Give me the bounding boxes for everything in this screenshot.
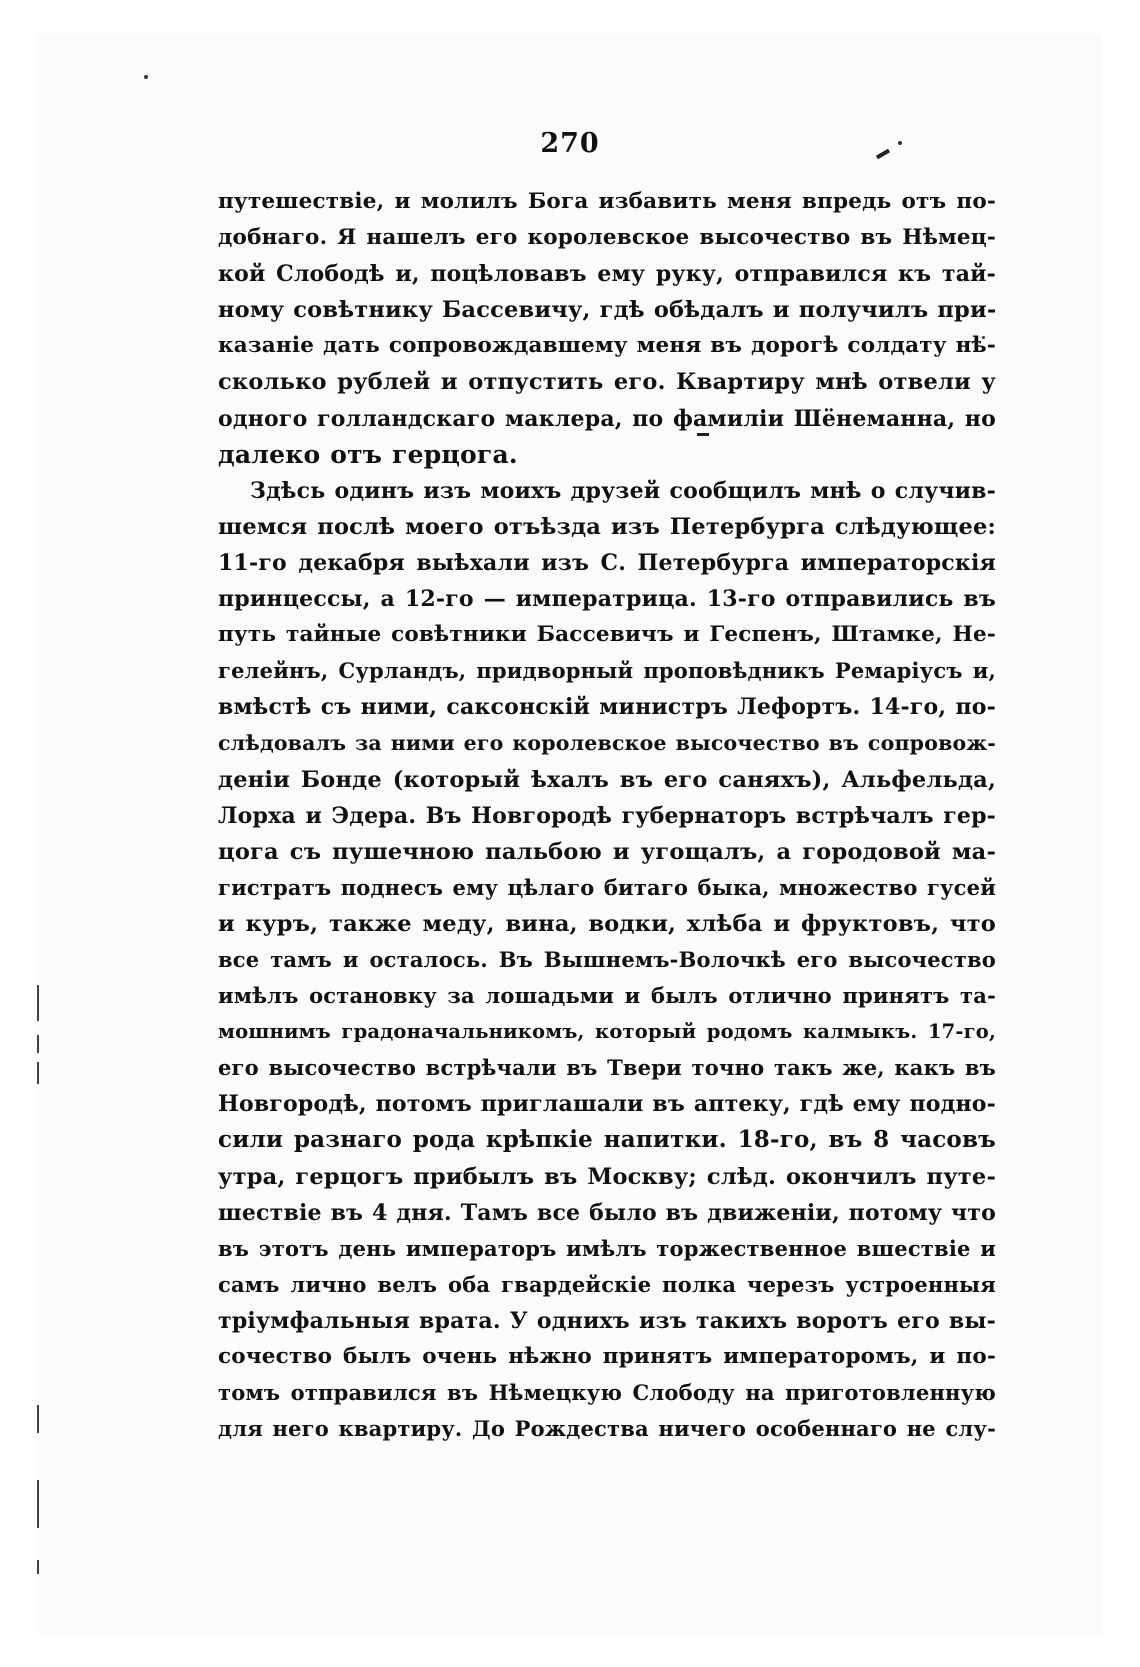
text-line: добнаго. Я нашелъ его королевское высочество въ Нѣмец- [218, 225, 996, 251]
text-line: и куръ, также меду, вина, водки, хлѣба и фруктовъ, что [218, 910, 996, 937]
text-line: Лорха и Эдера. Въ Новгородѣ губернаторъ встрѣчалъ гер- [218, 802, 996, 829]
text-line: путешествіе, и молилъ Бога избавить меня впредь отъ по- [218, 189, 996, 214]
text-line: кой Слободѣ и, поцѣловавъ ему руку, отправился къ тай- [218, 261, 996, 288]
text-line: цога съ пушечною пальбою и угощалъ, а городовой ма- [218, 838, 996, 865]
text-line: слѣдовалъ за ними его королевское высочество въ сопровож- [218, 731, 996, 756]
text-line: имѣлъ остановку за лошадьми и былъ отлично принятъ та- [218, 983, 996, 1009]
text-line: въ этотъ день императоръ имѣлъ торжественное вшествіе и [218, 1235, 996, 1261]
text-line: мошнимъ градоначальникомъ, который родомъ калмыкъ. 17-го, [218, 1020, 996, 1044]
margin-mark [37, 1560, 39, 1574]
text-line: гелейнъ, Сурландъ, придворный проповѣдникъ Ремаріусъ и, [218, 658, 996, 684]
margin-mark [37, 1405, 39, 1433]
text-line: сили разнаго рода крѣпкіе напитки. 18-го, въ 8 часовъ [218, 1126, 996, 1154]
body-text [218, 184, 996, 1447]
paragraph [218, 184, 996, 473]
text-line: деніи Бонде (который ѣхалъ въ его саняхъ), Альфельда, [218, 766, 996, 793]
text-line: принцессы, а 12-го — императрица. 13-го отправились въ [218, 586, 996, 613]
text-line: утра, герцогъ прибылъ въ Москву; слѣд. окончилъ путе- [218, 1163, 996, 1190]
text-line: Новгородѣ, потомъ приглашали въ аптеку, гдѣ ему подно- [218, 1091, 996, 1118]
text-line: ному совѣтнику Бассевичу, гдѣ обѣдалъ и получилъ при- [218, 297, 997, 324]
margin-mark [37, 985, 39, 1021]
text-line: его высочество встрѣчали въ Твери точно такъ же, какъ въ [218, 1055, 996, 1081]
text-line: для него квартиру. До Рождества ничего особеннаго не слу- [218, 1416, 996, 1442]
scan-speck [144, 75, 148, 79]
text-line: сколько рублей и отпустить его. Квартиру мнѣ отвели у [218, 369, 996, 396]
text-line: одного голландскаго маклера, по фамиліи Шёнеманна, но [218, 405, 996, 432]
paragraph [218, 473, 996, 1448]
text-line: Здѣсь одинъ изъ моихъ друзей сообщилъ мнѣ о случив- [250, 477, 996, 504]
margin-mark [37, 1062, 39, 1084]
page-number: 270 [540, 128, 600, 159]
margin-mark [37, 1035, 39, 1053]
text-line: гистратъ поднесъ ему цѣлаго битаго быка, множество гусей [218, 874, 996, 900]
text-line: тріумфальныя врата. У однихъ изъ такихъ воротъ его вы- [218, 1307, 996, 1334]
text-line: томъ отправился въ Нѣмецкую Слободу на приготовленную [218, 1380, 996, 1406]
text-line: вмѣстѣ съ ними, саксонскій министръ Лефортъ. 14-го, по- [218, 694, 996, 721]
text-line: шемся послѣ моего отъѣзда изъ Петербурга слѣдующее: [218, 513, 996, 540]
text-line: самъ лично велъ оба гвардейскіе полка черезъ устроенныя [218, 1271, 996, 1297]
margin-mark [37, 1480, 39, 1528]
text-line: казаніе дать сопровождавшему меня въ дорогѣ солдату нѣ- [218, 333, 996, 359]
text-line: все тамъ и осталось. Въ Вышнемъ-Волочкѣ его высочество [218, 946, 996, 972]
text-line: шествіе въ 4 дня. Тамъ все было въ движеніи, потому что [218, 1199, 997, 1226]
text-line: сочество былъ очень нѣжно принятъ императоромъ, и по- [218, 1344, 996, 1369]
text-line: 11-го декабря выѣхали изъ С. Петербурга императорскія [218, 549, 996, 576]
text-line: далеко отъ герцога. [218, 439, 518, 469]
text-line: путь тайные совѣтники Бассевичъ и Геспенъ, Штамке, Не- [218, 622, 996, 648]
